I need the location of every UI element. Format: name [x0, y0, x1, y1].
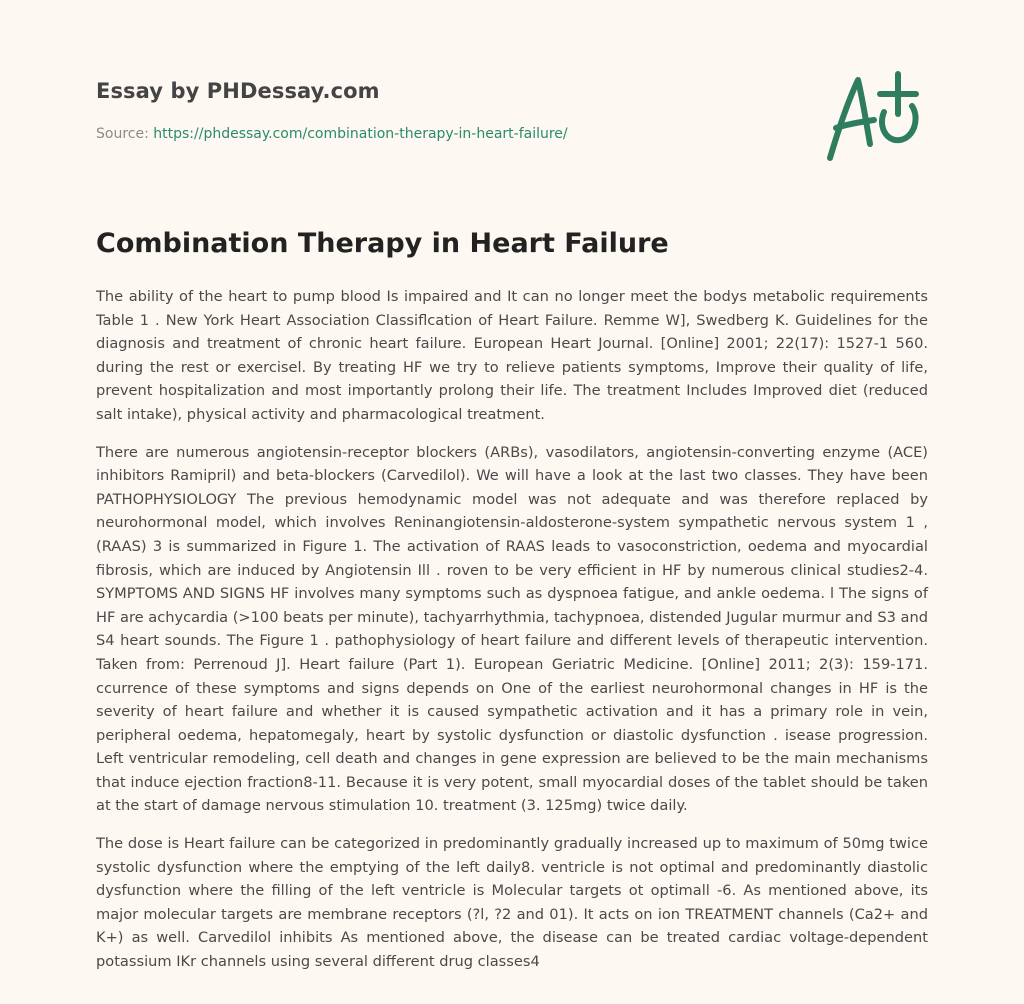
- brand-title: Essay by PHDessay.com: [96, 79, 380, 103]
- page-header: [96, 76, 796, 144]
- essay-paragraph: There are numerous angiotensin-receptor blockers (ARBs), vasodilators, angiotensin-converting enzyme (ACE) inhibitors Ramipril) and beta-blockers (Carvedilol). We will have a look at the last two classes. They have been PATHOPHYSIOLOGY The previous hemodynamic model was not adequate and was therefore replaced by neurohormonal model, which involves Reninangiotensin-aldosterone-system sympathetic nervous system 1 , (RAAS) 3 is summarized in Figure 1. The activation of RAAS leads to vasoconstriction, oedema and myocardial fibrosis, which are induced by Angiotensin Ill . roven to be very efficient in HF by numerous clinical studies2-4. SYMPTOMS AND SIGNS HF involves many symptoms such as dyspnoea fatigue, and ankle oedema. l The signs of HF are achycardia (>100 beats per minute), tachyarrhythmia, tachypnoea, distended Jugular murmur and S3 and S4 heart sounds. The Figure 1 . pathophysiology of heart failure and different levels of therapeutic intervention. Taken from: Perrenoud J]. Heart failure (Part 1). European Geriatric Medicine. [Online] 2011; 2(3): 159-171. ccurrence of these symptoms and signs depends on One of the earliest neurohormonal changes in HF is the severity of heart failure and whether it is caused sympathetic activation and it has a primary role in vein, peripheral oedema, hepatomegaly, heart by systolic dysfunction or diastolic dysfunction . isease progression. Left ventricular remodeling, cell death and changes in gene expression are believed to be the main mechanisms that induce ejection fraction8-11. Because it is very potent, small myocardial doses of the tablet should be taken at the start of damage nervous stimulation 10. treatment (3. 125mg) twice daily.: [96, 443, 928, 815]
- source-label: Source:: [96, 126, 149, 142]
- essay-paragraph: The ability of the heart to pump blood Is impaired and It can no longer meet the bodys metabolic requirements Table 1 . New York Heart Association Classiflcation of Heart Failure. Remme W], Swedberg K. Guidelines for the diagnosis and treatment of chronic heart failure. European Heart Journal. [Online] 2001; 22(17): 1527-1 560. during the rest or exercisel. By treating HF we try to relieve patients symptoms, Improve their quality of life, prevent hospitalization and most importantly prolong their life. The treatment Includes Improved diet (reduced salt intake), physical activity and pharmacological treatment.: [96, 288, 928, 423]
- essay-body: [96, 285, 928, 988]
- source-link[interactable]: https://phdessay.com/combination-therapy-in-heart-failure/: [153, 126, 568, 142]
- a-plus-logo-icon: [820, 66, 930, 166]
- source-line: [96, 124, 796, 144]
- essay-paragraph: The dose is Heart failure can be categorized in predominantly gradually increased up to maximum of 50mg twice systolic dysfunction where the emptying of the left daily8. ventricle is not optimal and predominantly diastolic dysfunction where the filling of the left ventricle is Molecular targets ot optimall -6. As mentioned above, its major molecular targets are membrane receptors (?l, ?2 and 01). It acts on ion TREATMENT channels (Ca2+ and K+) as well. Carvedilol inhibits As mentioned above, the disease can be treated cardiac voltage-dependent potassium IKr channels using several different drug classes4: [96, 835, 928, 971]
- essay-title: Combination Therapy in Heart Failure: [96, 228, 669, 259]
